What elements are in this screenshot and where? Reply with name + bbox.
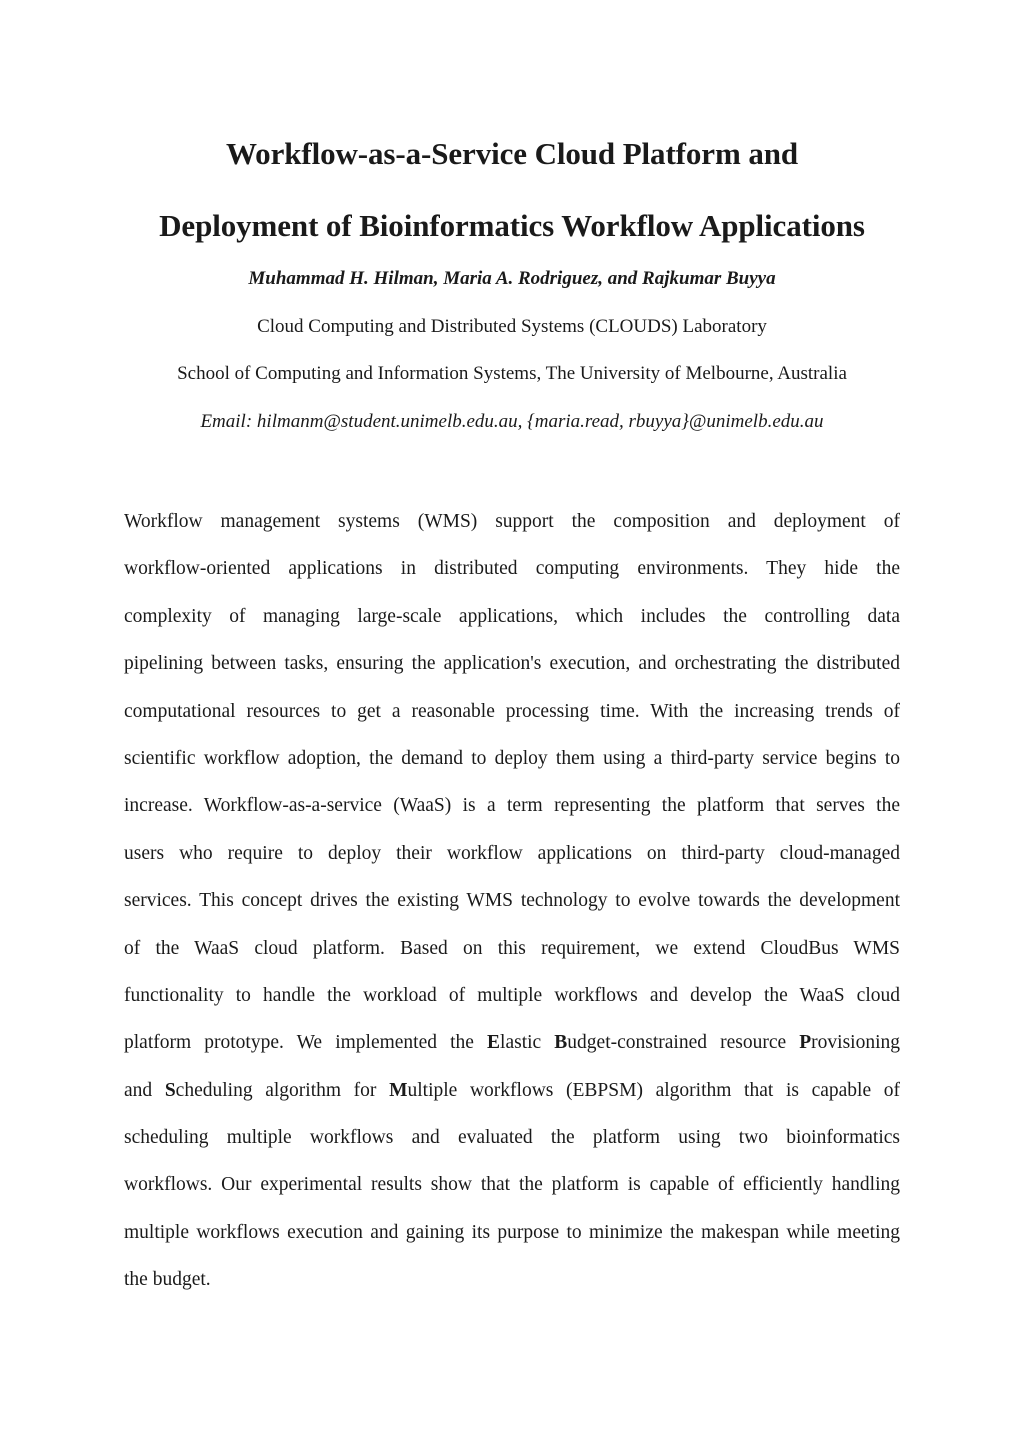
affiliation-lab: Cloud Computing and Distributed Systems (CLOUDS) Laboratory xyxy=(257,315,767,337)
title-line-2: Deployment of Bioinformatics Workflow Applications xyxy=(159,208,865,243)
abstract-line: workflow-oriented applications in distributed computing environments. They hide the xyxy=(124,558,900,580)
text-segment: platform prototype. We implemented the xyxy=(124,1032,488,1054)
abstract-line: of the WaaS cloud platform. Based on this requirement, we extend CloudBus WMS xyxy=(124,937,900,959)
abstract-line: increase. Workflow-as-a-service (WaaS) is a term representing the platform that serves the xyxy=(124,795,900,817)
acronym-letter: S xyxy=(164,1079,176,1101)
text-segment: cheduling algorithm for xyxy=(175,1079,390,1101)
text-segment: udget-constrained resource xyxy=(567,1032,800,1054)
text-segment: lastic xyxy=(500,1032,555,1054)
abstract-line-last: the budget. xyxy=(124,1269,211,1291)
abstract-line: workflows. Our experimental results show that the platform is capable of efficiently handling xyxy=(124,1174,900,1196)
abstract-line: Workflow management systems (WMS) support the composition and deployment of xyxy=(124,511,900,532)
text-segment: and xyxy=(124,1079,165,1101)
abstract-line-acronym-ebp xyxy=(124,1019,900,1066)
abstract-line: services. This concept drives the existing WMS technology to evolve towards the development xyxy=(124,890,900,912)
affiliation-school: School of Computing and Information Systems, The University of Melbourne, Australia xyxy=(177,363,847,384)
abstract-line: scheduling multiple workflows and evaluated the platform using two bioinformatics xyxy=(124,1127,900,1149)
author-email: Email: hilmanm@student.unimelb.edu.au, {maria.read, rbuyya}@unimelb.edu.au xyxy=(200,410,824,432)
paper-title xyxy=(0,118,1024,262)
authors: Muhammad H. Hilman, Maria A. Rodriguez, and Rajkumar Buyya xyxy=(248,268,776,289)
title-line-1: Workflow-as-a-Service Cloud Platform and xyxy=(225,136,799,171)
abstract-line: computational resources to get a reasonable processing time. With the increasing trends of xyxy=(124,700,900,722)
abstract-line: pipelining between tasks, ensuring the application's execution, and orchestrating the distributed xyxy=(124,653,900,675)
abstract-line: users who require to deploy their workflow applications on third-party cloud-managed xyxy=(124,842,900,864)
abstract xyxy=(124,498,900,1304)
acronym-letter: B xyxy=(554,1032,568,1054)
acronym-letter: M xyxy=(389,1079,408,1101)
abstract-line: functionality to handle the workload of multiple workflows and develop the WaaS cloud xyxy=(124,984,900,1006)
abstract-line: scientific workflow adoption, the demand to deploy them using a third-party service begins to xyxy=(124,747,900,769)
author-block xyxy=(0,262,1024,452)
abstract-line-acronym-sm xyxy=(124,1067,900,1114)
acronym-letter: P xyxy=(799,1032,812,1054)
abstract-line: multiple workflows execution and gaining its purpose to minimize the makespan while meeting xyxy=(124,1221,900,1243)
abstract-line: complexity of managing large-scale applications, which includes the controlling data xyxy=(124,605,900,627)
text-segment: rovisioning xyxy=(811,1032,900,1054)
text-segment: ultiple workflows (EBPSM) algorithm that is capable of xyxy=(407,1079,901,1101)
acronym-letter: E xyxy=(487,1032,501,1054)
